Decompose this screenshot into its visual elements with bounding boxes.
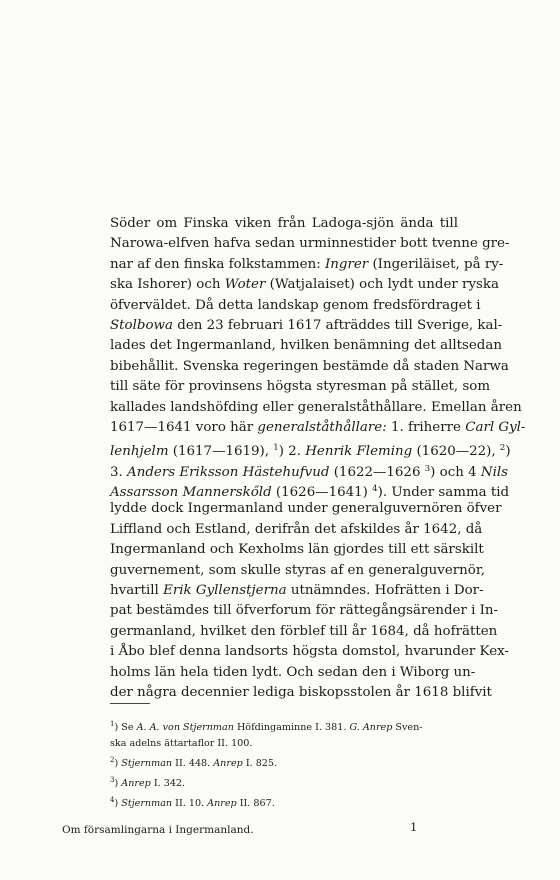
text-run: 3.	[110, 464, 128, 480]
text-run: Höfdingaminne I. 381.	[233, 722, 350, 733]
text-line	[110, 336, 502, 356]
italic-text: lenhjelm	[110, 444, 169, 460]
footnote	[110, 716, 458, 736]
footnote-ref: 2	[499, 443, 506, 454]
footnote	[110, 772, 458, 792]
text-run: ska Ishorer) och	[110, 277, 225, 293]
text-line	[110, 255, 504, 275]
italic-text: Stolbowa	[110, 317, 173, 333]
text-run: ) Se	[114, 722, 137, 733]
text-run: till säte för provinsens högsta styresman på stället, som	[110, 379, 491, 395]
text-run: I. 825.	[242, 758, 278, 769]
text-line	[110, 316, 503, 336]
text-run: II. 448.	[172, 758, 214, 769]
italic-text: Ingrer	[324, 256, 369, 272]
italic-text: Anders Eriksson Hästehufvud	[127, 464, 330, 480]
text-run: pat bestämdes till öfverforum för rättegångsärender i In-	[110, 603, 499, 619]
text-run: nar af den finska folkstammen:	[110, 256, 325, 272]
text-run: utnämndes. Hofrätten i Dor-	[286, 583, 484, 599]
footnote	[110, 752, 458, 772]
footnote-ref: 1	[273, 443, 279, 454]
text-run: bibehållit. Svenska regeringen bestämde då staden Narwa	[110, 358, 509, 374]
text-run: öfverväldet. Då detta landskap genom fredsfördraget i	[110, 297, 481, 313]
text-line	[110, 438, 511, 460]
running-footer-title: Om församlingarna i Ingermanland.	[62, 824, 254, 836]
italic-text: Carl Gyl-	[465, 419, 526, 435]
text-run: ) 2.	[278, 444, 306, 460]
italic-text: Anrep	[213, 758, 243, 769]
text-line	[110, 540, 484, 560]
page-number: 1	[410, 820, 418, 834]
text-line	[110, 357, 509, 377]
italic-text: generalståthållare:	[257, 419, 387, 435]
footnotes	[110, 716, 458, 812]
footnote-divider	[110, 703, 150, 704]
text-run: ) och 4	[430, 464, 481, 480]
footnote	[110, 792, 458, 812]
text-run: kallades landshöfding eller generalståthållare. Emellan åren	[110, 399, 522, 415]
footnote-number: 3	[110, 776, 115, 784]
text-run: hvartill	[110, 583, 164, 599]
text-line	[110, 459, 509, 480]
italic-text: A. A. von Stjernman	[136, 722, 234, 733]
text-line	[110, 296, 481, 316]
italic-text: G. Anrep	[349, 722, 393, 733]
italic-text: Stjernman	[121, 758, 173, 769]
text-line	[110, 275, 499, 295]
italic-text: Stjernman	[121, 798, 173, 809]
text-run: den 23 februari 1617 afträddes till Sverige, kal-	[172, 317, 503, 333]
italic-text: Henrik Fleming	[305, 444, 413, 460]
text-run: lydde dock Ingermanland under generalguvernören öfver	[110, 501, 502, 517]
text-line	[110, 683, 492, 703]
text-run: )	[505, 444, 511, 460]
text-run: Söder om Finska viken från Ladoga-sjön ända till	[110, 216, 458, 231]
italic-text: Woter	[224, 277, 266, 293]
text-run: (Ingeriläiset, på ry-	[368, 256, 504, 272]
text-line	[110, 377, 491, 397]
footnote-number: 1	[110, 720, 115, 728]
text-run: holms län hela tiden lydt. Och sedan den i Wiborg un-	[110, 664, 476, 680]
italic-text: Nils	[480, 464, 509, 480]
text-line	[110, 520, 483, 540]
text-line	[110, 622, 498, 642]
text-run: )	[114, 758, 122, 769]
text-run: (1620—22),	[412, 444, 500, 460]
text-run: II. 10.	[172, 798, 208, 809]
text-run: der några decennier lediga biskopsstolen år 1618 blifvit	[110, 684, 492, 700]
footnote-ref: 4	[372, 484, 378, 495]
text-line	[110, 561, 486, 581]
text-line	[110, 642, 509, 662]
text-run: I. 342.	[150, 778, 186, 789]
text-run: Liffland och Estland, derifrån det afskildes år 1642, då	[110, 521, 483, 537]
footnote-number: 2	[110, 756, 115, 764]
text-line	[110, 479, 510, 501]
text-run: ska adelns ättartaflor II. 100.	[110, 738, 253, 749]
text-run: 1. friherre	[386, 419, 466, 435]
text-run: (Watjalaiset) och lydt under ryska	[265, 277, 499, 293]
text-run: (1626—1641)	[271, 485, 373, 501]
italic-text: Anrep	[121, 778, 151, 789]
text-run: lades det Ingermanland, hvilken benämning det alltsedan	[110, 338, 502, 354]
text-run: guvernement, som skulle styras af en generalguvernör,	[110, 562, 486, 578]
footnote	[110, 736, 458, 752]
footnote-ref: 3	[424, 463, 431, 474]
footnote-number: 4	[110, 796, 115, 804]
body-text	[110, 214, 526, 703]
text-run: (1622—1626	[329, 464, 425, 480]
text-line	[110, 234, 510, 254]
italic-text: Assarsson Mannerskőld	[110, 485, 272, 501]
text-line	[110, 398, 522, 418]
text-run: (1617—1619),	[168, 444, 274, 460]
text-run: )	[114, 778, 122, 789]
text-line	[110, 499, 502, 519]
text-run: germanland, hvilket den förblef till år 1684, då hofrätten	[110, 623, 498, 639]
text-run: 1617—1641 voro här	[110, 419, 258, 435]
italic-text: Anrep	[207, 798, 237, 809]
text-run: Narowa-elfven hafva sedan urminnestider bott tvenne gre-	[110, 236, 510, 252]
text-run: )	[114, 798, 122, 809]
italic-text: Erik Gyllenstjerna	[163, 583, 287, 599]
text-run: ). Under samma tid	[377, 485, 510, 501]
text-line	[110, 214, 458, 234]
text-run: Ingermanland och Kexholms län gjordes till ett särskilt	[110, 542, 484, 558]
text-line	[110, 581, 484, 601]
text-run: Sven-	[392, 722, 423, 733]
text-run: i Åbo blef denna landsorts högsta domstol, hvarunder Kex-	[110, 644, 509, 660]
text-line	[110, 601, 499, 621]
text-line	[110, 663, 476, 683]
text-line	[110, 418, 526, 438]
text-run: II. 867.	[236, 798, 275, 809]
